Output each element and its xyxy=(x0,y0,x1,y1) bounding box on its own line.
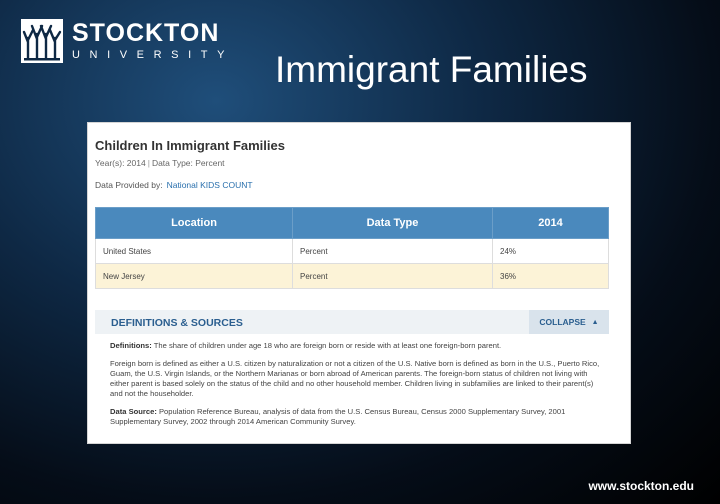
cell-data-type: Percent xyxy=(293,264,493,289)
footer-url: www.stockton.edu xyxy=(588,479,694,493)
stockton-logo xyxy=(20,18,234,64)
data-screenshot xyxy=(87,122,631,444)
widget-title: Children In Immigrant Families xyxy=(95,138,285,153)
definitions-title: DEFINITIONS & SOURCES xyxy=(111,317,243,329)
cell-location: New Jersey xyxy=(96,264,293,289)
definitions-header xyxy=(95,310,609,334)
definitions-label: Definitions: xyxy=(110,341,152,350)
collapse-label: COLLAPSE xyxy=(539,317,586,327)
widget-meta xyxy=(95,158,225,168)
source-label: Data Source: xyxy=(110,407,157,416)
provider-link[interactable]: National KIDS COUNT xyxy=(166,180,253,190)
year-label: Year(s): 2014 xyxy=(95,158,146,168)
cell-value: 36% xyxy=(493,264,609,289)
data-table xyxy=(95,207,609,289)
meta-separator: | xyxy=(147,158,150,168)
header-year[interactable]: 2014 xyxy=(493,208,609,239)
type-label: Data Type: Percent xyxy=(151,158,225,168)
cell-value: 24% xyxy=(493,239,609,264)
cell-data-type: Percent xyxy=(293,239,493,264)
brand-subtitle: UNIVERSITY xyxy=(72,49,235,61)
caret-up-icon: ▲ xyxy=(591,318,599,326)
slide-title: Immigrant Families xyxy=(275,49,588,90)
definitions-body xyxy=(110,341,600,435)
tree-icon xyxy=(20,18,64,64)
source-paragraph xyxy=(110,407,600,427)
cell-location: United States xyxy=(96,239,293,264)
header-data-type[interactable]: Data Type xyxy=(293,208,493,239)
collapse-button[interactable] xyxy=(529,310,609,334)
foreign-born-paragraph: Foreign born is defined as either a U.S. citizen by naturalization or not a citizen of the U.S. Native born is defined as born in the U.S., Puerto Rico, Guam, the U.S. Virgin Islands, or the Northern Marianas or born abroad of American parents. The foreign-born status of children not living with either parent is based solely on the status of the child and no other household member. Children living in subfamilies are linked to their parent(s) and not the householder. xyxy=(110,359,600,398)
header-location[interactable]: Location xyxy=(96,208,293,239)
brand-name: STOCKTON xyxy=(72,19,220,47)
source-text: Population Reference Bureau, analysis of data from the U.S. Census Bureau, Census 2000 Supplementary Survey, 2001 Supplementary Survey, 2002 through 2014 American Community Survey. xyxy=(110,407,566,426)
provider-label: Data Provided by: xyxy=(95,180,163,190)
table-row xyxy=(96,239,609,264)
definitions-paragraph xyxy=(110,341,600,351)
table-header-row xyxy=(96,208,609,239)
definitions-text: The share of children under age 18 who are foreign born or reside with at least one foreign-born parent. xyxy=(153,341,502,350)
table-row xyxy=(96,264,609,289)
provider-line xyxy=(95,180,253,190)
